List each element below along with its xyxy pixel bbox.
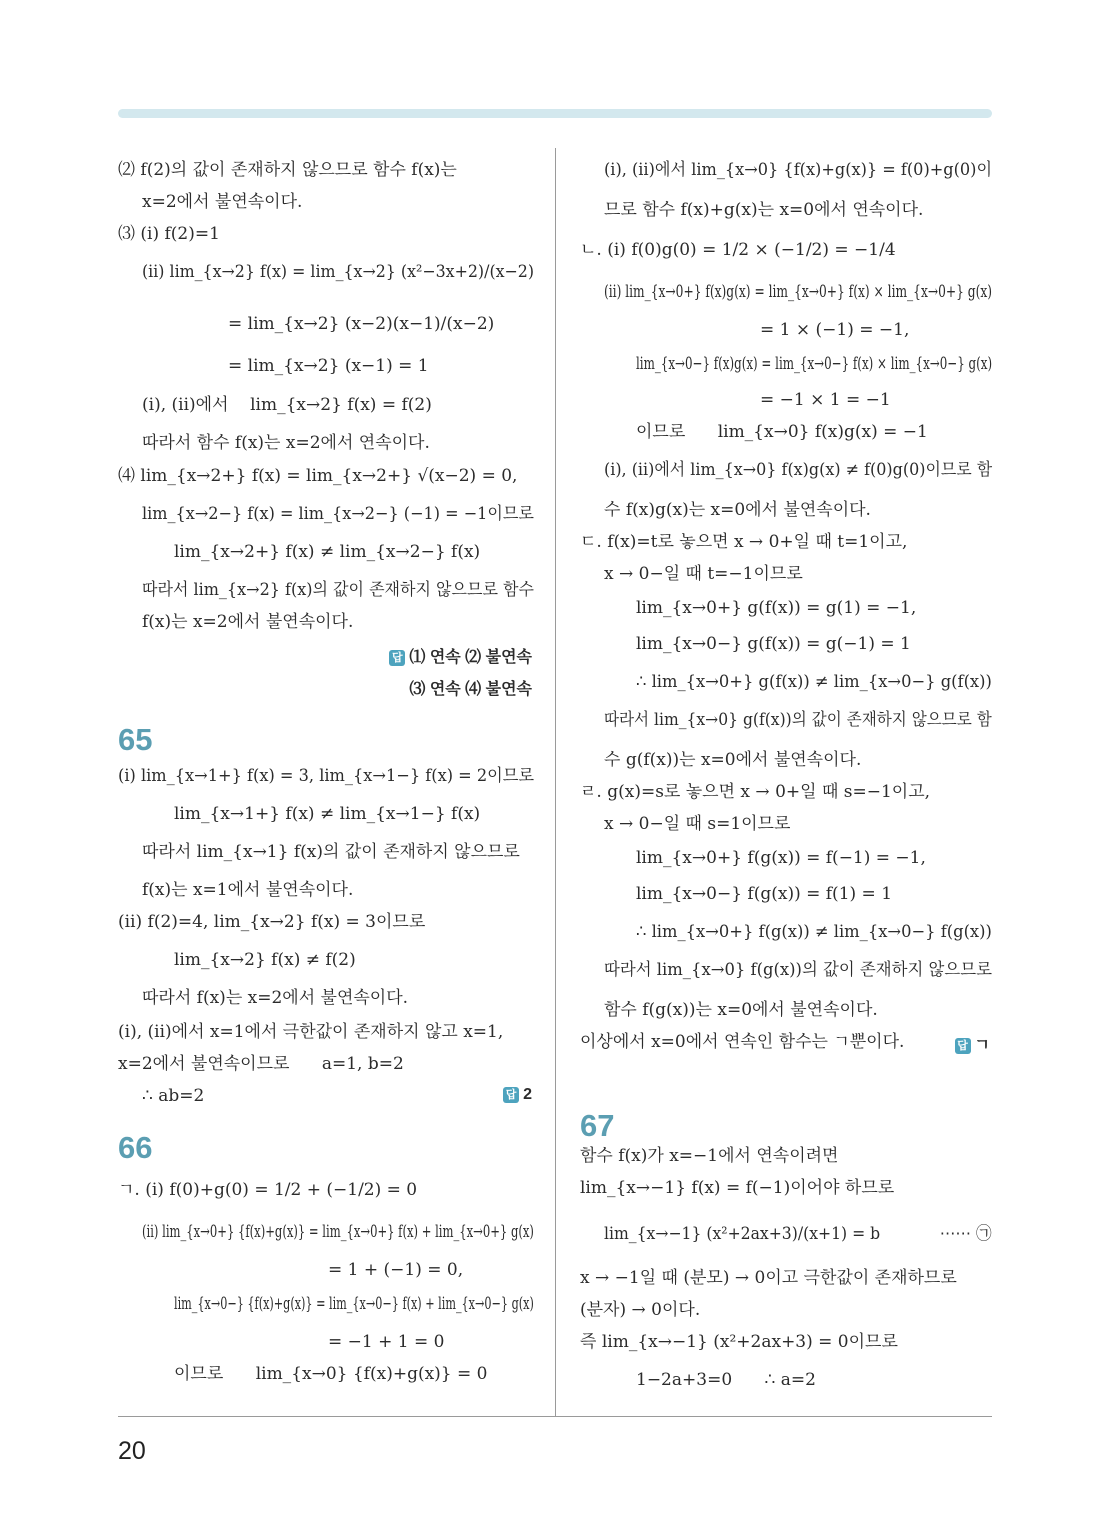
text-line: 므로 함수 f(x)+g(x)는 x=0에서 연속이다. (604, 200, 924, 220)
text-line: lim_{x→0−} {f(x)+g(x)} = lim_{x→0−} f(x) + lim_{x→0−} g(x) (174, 1294, 534, 1314)
text-line: = −1 + 1 = 0 (328, 1332, 445, 1352)
text-line: = 1 × (−1) = −1, (760, 320, 910, 340)
text-line: lim_{x→0−} g(f(x)) = g(−1) = 1 (636, 634, 911, 654)
text-line: 따라서 lim_{x→2} f(x)의 값이 존재하지 않으므로 함수 (142, 580, 534, 600)
text-line: lim_{x→2+} f(x) ≠ lim_{x→2−} f(x) (174, 542, 481, 562)
text-line: (ⅰ), (ⅱ)에서 lim_{x→0} {f(x)+g(x)} = f(0)+g(0)이 (604, 160, 993, 180)
text-line: 이상에서 x=0에서 연속인 함수는 ㄱ뿐이다. (580, 1032, 905, 1052)
text-line: 따라서 lim_{x→0} f(g(x))의 값이 존재하지 않으므로 (604, 960, 992, 980)
text-line: lim_{x→2} f(x) ≠ f(2) (174, 950, 356, 970)
problem-number-66: 66 (118, 1130, 153, 1165)
text-line: x=2에서 불연속이다. (142, 192, 303, 212)
text-line: lim_{x→0+} f(g(x)) = f(−1) = −1, (636, 848, 926, 868)
text-line: ㄹ. g(x)=s로 놓으면 x → 0+일 때 s=−1이고, (580, 782, 931, 802)
text-line: (ⅰ), (ⅱ)에서 lim_{x→2} f(x) = f(2) (142, 395, 432, 415)
text-line: = 1 + (−1) = 0, (328, 1260, 464, 1280)
text-line: lim_{x→0+} g(f(x)) = g(1) = −1, (636, 598, 917, 618)
text-line: f(x)는 x=2에서 불연속이다. (142, 612, 354, 632)
page-number: 20 (118, 1437, 146, 1465)
text-line: 따라서 함수 f(x)는 x=2에서 연속이다. (142, 433, 430, 453)
text-line: ⑶ (ⅰ) f(2)=1 (118, 224, 220, 244)
text-line: ⑵ f(2)의 값이 존재하지 않으므로 함수 f(x)는 (118, 160, 457, 180)
text-line: 이므로 lim_{x→0} f(x)g(x) = −1 (636, 422, 928, 442)
text-line: (분자) → 0이다. (580, 1300, 701, 1320)
text-line: 따라서 lim_{x→0} g(f(x))의 값이 존재하지 않으므로 함 (604, 710, 992, 730)
text-line: (ⅱ) lim_{x→0+} f(x)g(x) = lim_{x→0+} f(x) × lim_{x→0+} g(x) (604, 282, 993, 302)
text-line: (ⅰ), (ⅱ)에서 lim_{x→0} f(x)g(x) ≠ f(0)g(0)이므로 함 (604, 460, 993, 480)
answer-64-line1: 답 ⑴ 연속 ⑵ 불연속 (389, 644, 532, 667)
problem-number-67: 67 (580, 1108, 615, 1143)
text-line: ∴ lim_{x→0+} g(f(x)) ≠ lim_{x→0−} g(f(x)) (636, 672, 992, 692)
problem-number-65: 65 (118, 722, 153, 757)
text-line: 따라서 lim_{x→1} f(x)의 값이 존재하지 않으므로 (142, 842, 520, 862)
text-line: (ⅰ) lim_{x→1+} f(x) = 3, lim_{x→1−} f(x) = 2이므로 (118, 766, 535, 786)
text-line: 함수 f(x)가 x=−1에서 연속이려면 (580, 1146, 839, 1166)
text-line: x=2에서 불연속이므로 a=1, b=2 (118, 1054, 404, 1074)
text-line: 1−2a+3=0 ∴ a=2 (636, 1370, 816, 1390)
text-line: 함수 f(g(x))는 x=0에서 불연속이다. (604, 1000, 878, 1020)
text-line: f(x)는 x=1에서 불연속이다. (142, 880, 354, 900)
text-line: lim_{x→0−} f(g(x)) = f(1) = 1 (636, 884, 893, 904)
footer-divider (118, 1416, 992, 1417)
answer-tag-icon: 답 (503, 1087, 519, 1103)
text-line: = lim_{x→2} (x−2)(x−1)/(x−2) (228, 314, 495, 334)
text-line: = −1 × 1 = −1 (760, 390, 891, 410)
header-bar (118, 109, 992, 118)
text-line: (ⅰ), (ⅱ)에서 x=1에서 극한값이 존재하지 않고 x=1, (118, 1022, 504, 1042)
text-line: = lim_{x→2} (x−1) = 1 (228, 356, 429, 376)
answer-tag-icon: 답 (955, 1038, 971, 1054)
text-line: (ⅱ) lim_{x→2} f(x) = lim_{x→2} (x²−3x+2)/(x−2) (142, 262, 535, 282)
text-line: lim_{x→0−} f(x)g(x) = lim_{x→0−} f(x) × lim_{x→0−} g(x) (636, 354, 993, 374)
text-line: lim_{x→−1} (x²+2ax+3)/(x+1) = b ⋯⋯ ㉠ (604, 1224, 992, 1244)
text-line: x → 0−일 때 t=−1이므로 (604, 564, 803, 584)
text-line: x → 0−일 때 s=1이므로 (604, 814, 791, 834)
text-line: 즉 lim_{x→−1} (x²+2ax+3) = 0이므로 (580, 1332, 898, 1352)
text-line: 수 g(f(x))는 x=0에서 불연속이다. (604, 750, 862, 770)
text-line: ∴ ab=2 (142, 1086, 205, 1106)
text-line: x → −1일 때 (분모) → 0이고 극한값이 존재하므로 (580, 1268, 957, 1288)
text-line: lim_{x→1+} f(x) ≠ lim_{x→1−} f(x) (174, 804, 481, 824)
text-line: ㄷ. f(x)=t로 놓으면 x → 0+일 때 t=1이고, (580, 532, 908, 552)
text-line: 이므로 lim_{x→0} {f(x)+g(x)} = 0 (174, 1364, 488, 1384)
text-line: lim_{x→−1} f(x) = f(−1)이어야 하므로 (580, 1178, 895, 1198)
text-line: lim_{x→2−} f(x) = lim_{x→2−} (−1) = −1이므로 (142, 504, 534, 524)
text-line: 따라서 f(x)는 x=2에서 불연속이다. (142, 988, 409, 1008)
text-line: ⑷ lim_{x→2+} f(x) = lim_{x→2+} √(x−2) = 0, (118, 466, 518, 486)
column-divider (555, 148, 556, 1416)
text-line: 수 f(x)g(x)는 x=0에서 불연속이다. (604, 500, 871, 520)
text-line: ㄱ. (ⅰ) f(0)+g(0) = 1/2 + (−1/2) = 0 (118, 1180, 418, 1200)
answer-64-line2: ⑶ 연속 ⑷ 불연속 (409, 681, 532, 698)
text-line: ㄴ. (ⅰ) f(0)g(0) = 1/2 × (−1/2) = −1/4 (580, 240, 896, 260)
text-line: ∴ lim_{x→0+} f(g(x)) ≠ lim_{x→0−} f(g(x)) (636, 922, 992, 942)
text-line: (ⅱ) f(2)=4, lim_{x→2} f(x) = 3이므로 (118, 912, 426, 932)
answer-66: 답 ㄱ (955, 1032, 990, 1055)
text-line: (ⅱ) lim_{x→0+} {f(x)+g(x)} = lim_{x→0+} f(x) + lim_{x→0+} g(x) (142, 1222, 534, 1242)
answer-tag-icon: 답 (389, 650, 405, 666)
answer-65: 답 2 (503, 1086, 532, 1104)
